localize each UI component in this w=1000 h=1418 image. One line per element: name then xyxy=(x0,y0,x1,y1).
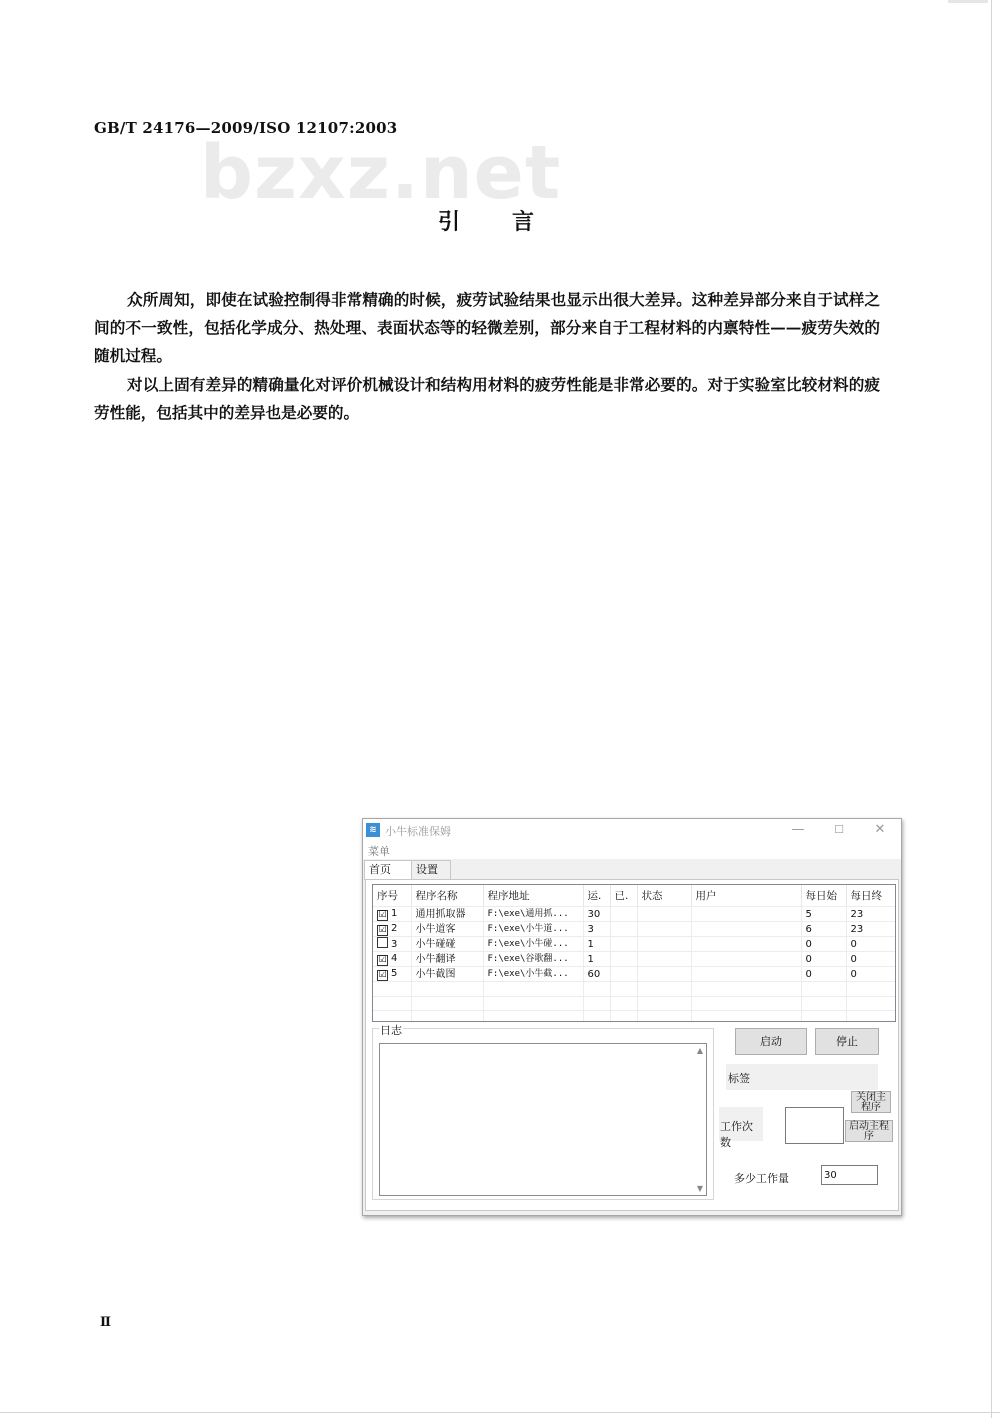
index-cell: ☑ 2 xyxy=(373,922,411,937)
daily-start-cell: 0 xyxy=(801,967,846,982)
user-cell xyxy=(691,952,801,967)
menu-item[interactable]: 菜单 xyxy=(368,845,390,858)
watermark: bzxz.net xyxy=(200,130,562,216)
run-cell: 60 xyxy=(583,967,610,982)
app-icon: ≋ xyxy=(366,823,380,837)
status-cell xyxy=(637,922,691,937)
daily-start-cell: 6 xyxy=(801,922,846,937)
user-cell xyxy=(691,922,801,937)
index-cell: ☑ 1 xyxy=(373,907,411,922)
empty-row xyxy=(373,1011,895,1023)
row-checkbox[interactable] xyxy=(377,937,388,948)
app-window xyxy=(362,818,902,1216)
col-index[interactable]: 序号 xyxy=(373,885,411,907)
status-cell xyxy=(637,937,691,952)
table-row[interactable] xyxy=(373,967,895,982)
done-cell xyxy=(610,952,637,967)
scroll-down-icon[interactable]: ▼ xyxy=(696,1184,703,1193)
empty-row xyxy=(373,982,895,997)
stop-button[interactable]: 停止 xyxy=(815,1028,879,1055)
page-right-edge xyxy=(991,0,992,1418)
tab-settings[interactable]: 设置 xyxy=(411,860,451,879)
standard-code: GB/T 24176—2009/ISO 12107:2003 xyxy=(94,119,398,137)
table-row[interactable] xyxy=(373,922,895,937)
table-row[interactable] xyxy=(373,937,895,952)
user-cell xyxy=(691,907,801,922)
corner-mark xyxy=(948,0,988,3)
row-checkbox[interactable]: ☑ xyxy=(378,955,387,965)
name-cell: 小牛翻译 xyxy=(411,952,483,967)
path-cell: F:\exe\小牛碰... xyxy=(483,937,583,952)
scroll-up-icon[interactable]: ▲ xyxy=(696,1046,703,1055)
table-row[interactable] xyxy=(373,952,895,967)
daily-end-cell: 23 xyxy=(846,907,895,922)
label-panel xyxy=(726,1064,878,1090)
page-number: Ⅱ xyxy=(100,1315,111,1330)
paragraph-1: 众所周知，即使在试验控制得非常精确的时候，疲劳试验结果也显示出很大差异。这种差异部分来自于试样之间的不一致性，包括化学成分、热处理、表面状态等的轻微差别，部分来自于工程材料的内禀特性——疲劳失效的随机过程。 xyxy=(94,290,880,366)
daily-start-cell: 0 xyxy=(801,952,846,967)
done-cell xyxy=(610,967,637,982)
col-daily-end[interactable]: 每日终 xyxy=(846,885,895,907)
name-cell: 小牛截图 xyxy=(411,967,483,982)
user-cell xyxy=(691,937,801,952)
status-cell xyxy=(637,952,691,967)
index-cell: ☑ 4 xyxy=(373,952,411,967)
workload-label: 多少工作量 xyxy=(734,1172,789,1185)
done-cell xyxy=(610,922,637,937)
run-cell: 30 xyxy=(583,907,610,922)
table-row[interactable] xyxy=(373,907,895,922)
work-count-input[interactable] xyxy=(785,1107,844,1144)
status-cell xyxy=(637,907,691,922)
close-icon[interactable]: ✕ xyxy=(874,822,886,837)
start-button[interactable]: 启动 xyxy=(735,1028,807,1055)
user-cell xyxy=(691,967,801,982)
name-cell: 通用抓取器 xyxy=(411,907,483,922)
paragraph-2: 对以上固有差异的精确量化对评价机械设计和结构用材料的疲劳性能是非常必要的。对于实验室比较材料的疲劳性能，包括其中的差异也是必要的。 xyxy=(94,374,880,422)
run-cell: 1 xyxy=(583,937,610,952)
done-cell xyxy=(610,937,637,952)
log-label: 日志 xyxy=(380,1024,402,1037)
run-cell: 3 xyxy=(583,922,610,937)
daily-start-cell: 0 xyxy=(801,937,846,952)
done-cell xyxy=(610,907,637,922)
col-user[interactable]: 用户 xyxy=(691,885,801,907)
workload-input[interactable]: 30 xyxy=(821,1165,878,1185)
run-cell: 1 xyxy=(583,952,610,967)
work-count-panel xyxy=(719,1107,763,1149)
minimize-icon[interactable]: — xyxy=(791,822,805,837)
program-table[interactable] xyxy=(372,884,896,1022)
col-done[interactable]: 已. xyxy=(610,885,637,907)
name-cell: 小牛碰碰 xyxy=(411,937,483,952)
path-cell: F:\exe\通用抓... xyxy=(483,907,583,922)
start-main-program-button[interactable]: 启动主程序 xyxy=(845,1120,893,1142)
row-checkbox[interactable]: ☑ xyxy=(378,970,387,980)
tab-home[interactable]: 首页 xyxy=(364,860,412,880)
daily-start-cell: 5 xyxy=(801,907,846,922)
empty-row xyxy=(373,996,895,1011)
daily-end-cell: 23 xyxy=(846,922,895,937)
col-status[interactable]: 状态 xyxy=(637,885,691,907)
section-heading: 引言 xyxy=(437,209,586,235)
title-bar[interactable] xyxy=(363,819,901,841)
maximize-icon[interactable]: ☐ xyxy=(834,823,844,836)
log-textarea[interactable] xyxy=(379,1043,707,1196)
row-checkbox[interactable]: ☑ xyxy=(378,925,387,935)
label-text: 标签 xyxy=(728,1072,750,1085)
col-run[interactable]: 运. xyxy=(583,885,610,907)
col-path[interactable]: 程序地址 xyxy=(483,885,583,907)
introduction-text xyxy=(94,286,880,427)
daily-end-cell: 0 xyxy=(846,952,895,967)
window-title: 小牛标准保姆 xyxy=(385,825,451,838)
close-main-program-button[interactable]: 关闭主程序 xyxy=(851,1091,891,1113)
index-cell: 3 xyxy=(373,937,411,952)
path-cell: F:\exe\小牛道... xyxy=(483,922,583,937)
menu-bar xyxy=(363,841,901,859)
path-cell: F:\exe\谷歌翻... xyxy=(483,952,583,967)
row-checkbox[interactable]: ☑ xyxy=(378,910,387,920)
status-cell xyxy=(637,967,691,982)
name-cell: 小牛道客 xyxy=(411,922,483,937)
index-cell: ☑ 5 xyxy=(373,967,411,982)
col-name[interactable]: 程序名称 xyxy=(411,885,483,907)
path-cell: F:\exe\小牛截... xyxy=(483,967,583,982)
table-header xyxy=(373,885,895,907)
col-daily-start[interactable]: 每日始 xyxy=(801,885,846,907)
home-tab-page xyxy=(365,879,899,1211)
log-group xyxy=(372,1024,714,1200)
daily-end-cell: 0 xyxy=(846,967,895,982)
page-bottom-edge xyxy=(0,1412,1000,1413)
daily-end-cell: 0 xyxy=(846,937,895,952)
work-count-label: 工作次数 xyxy=(720,1120,753,1149)
